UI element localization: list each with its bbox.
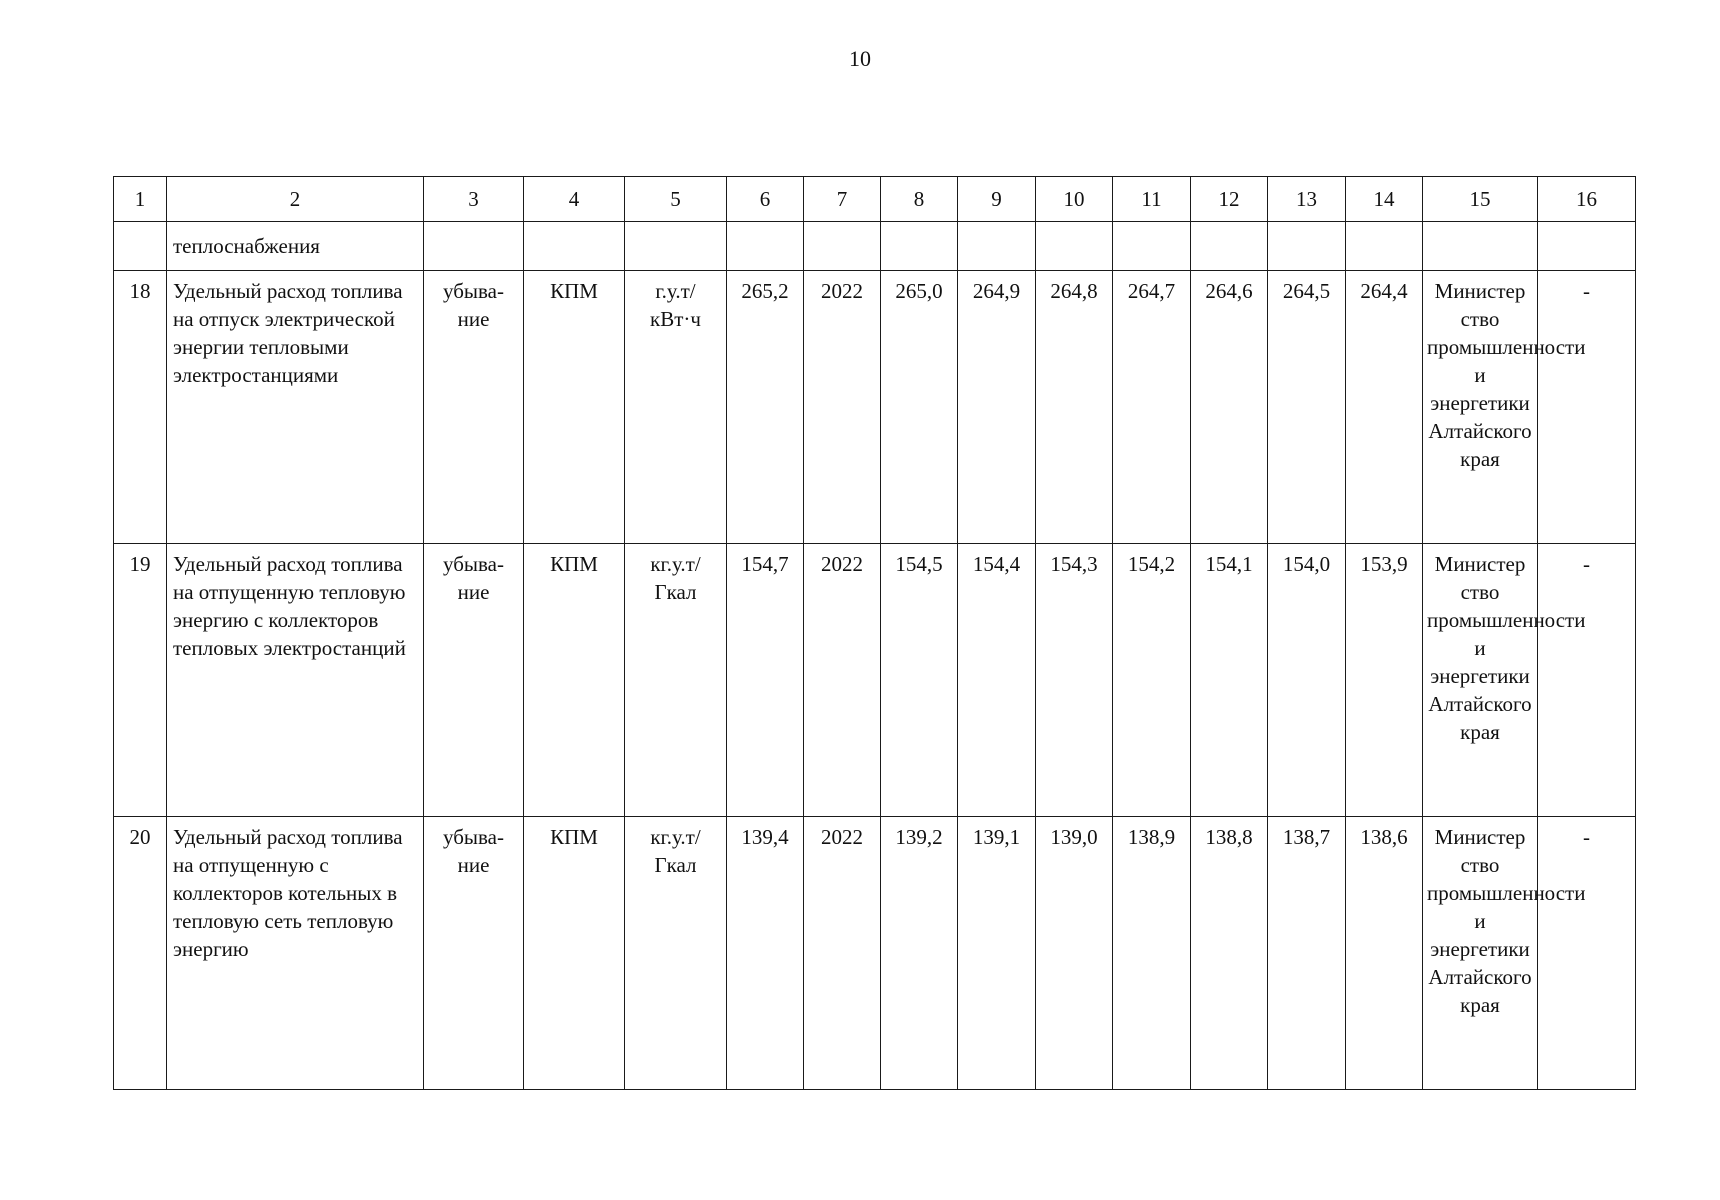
column-number: 16 [1538,177,1636,222]
column-number: 8 [881,177,958,222]
table-cell [114,222,167,271]
column-number: 4 [524,177,625,222]
base-year-cell: 2022 [804,544,881,817]
value-cell: 154,0 [1268,544,1346,817]
continuation-text: теплоснабжения [167,222,424,271]
column-number: 2 [167,177,424,222]
value-cell: 138,9 [1113,817,1191,1090]
value-cell: 264,7 [1113,271,1191,544]
responsible-org: Министер ство промышленности и энергетики Алтайского края [1427,279,1586,471]
value-cell: 154,2 [1113,544,1191,817]
type-cell: КПМ [524,271,625,544]
column-number: 3 [424,177,524,222]
table-row [114,544,1636,817]
responsible-org: Министер ство промышленности и энергетики Алтайского края [1427,825,1586,1017]
indicator-name: Удельный расход топлива на отпущенную с коллекторов котельных в тепловую сеть тепловую энергию [167,817,424,1090]
base-value-cell: 139,4 [727,817,804,1090]
column-number: 10 [1036,177,1113,222]
indicator-name: Удельный расход топлива на отпуск электрической энергии тепловыми электростанциями [167,271,424,544]
column-number: 7 [804,177,881,222]
value-cell: 154,4 [958,544,1036,817]
note-cell: - [1538,271,1636,544]
value-cell: 138,7 [1268,817,1346,1090]
column-number: 12 [1191,177,1268,222]
value-cell: 264,8 [1036,271,1113,544]
page-number: 10 [849,46,871,71]
column-number: 14 [1346,177,1423,222]
table-cell [881,222,958,271]
unit-cell: кг.у.т/ Гкал [625,817,727,1090]
unit-cell: кг.у.т/ Гкал [625,544,727,817]
value-cell: 154,1 [1191,544,1268,817]
base-year-cell: 2022 [804,817,881,1090]
row-number: 18 [114,271,167,544]
base-value-cell: 154,7 [727,544,804,817]
type-cell: КПМ [524,817,625,1090]
table-cell [958,222,1036,271]
table-cell [1346,222,1423,271]
column-number: 5 [625,177,727,222]
table-cell [1268,222,1346,271]
responsible-org: Министер ство промышленности и энергетики Алтайского края [1427,552,1586,744]
value-cell: 264,9 [958,271,1036,544]
value-cell: 154,3 [1036,544,1113,817]
base-value-cell: 265,2 [727,271,804,544]
row-number: 19 [114,544,167,817]
note-cell: - [1538,544,1636,817]
value-cell: 139,2 [881,817,958,1090]
column-number: 15 [1423,177,1538,222]
table-cell [804,222,881,271]
responsible-org-cell [1423,817,1586,1090]
column-number: 11 [1113,177,1191,222]
table-cell [1036,222,1113,271]
table-row [114,271,1636,544]
column-number: 9 [958,177,1036,222]
indicators-table [113,176,1636,1090]
value-cell: 139,0 [1036,817,1113,1090]
indicator-name: Удельный расход топлива на отпущенную тепловую энергию с коллекторов тепловых электростанций [167,544,424,817]
continuation-row [114,222,1636,271]
row-number: 20 [114,817,167,1090]
value-cell: 138,8 [1191,817,1268,1090]
note-cell: - [1538,817,1636,1090]
trend-cell: убыва-ние [424,817,524,1090]
header-row [114,177,1636,222]
table-row [114,817,1636,1090]
table-cell [524,222,625,271]
value-cell: 264,5 [1268,271,1346,544]
responsible-org-cell [1423,271,1586,544]
table-cell [727,222,804,271]
value-cell: 264,4 [1346,271,1423,544]
table-cell [625,222,727,271]
base-year-cell: 2022 [804,271,881,544]
trend-cell: убыва-ние [424,271,524,544]
value-cell: 138,6 [1346,817,1423,1090]
table-cell [1113,222,1191,271]
value-cell: 264,6 [1191,271,1268,544]
responsible-org-cell [1423,544,1586,817]
type-cell: КПМ [524,544,625,817]
table-cell [1538,222,1636,271]
column-number: 13 [1268,177,1346,222]
value-cell: 139,1 [958,817,1036,1090]
column-number: 6 [727,177,804,222]
column-number: 1 [114,177,167,222]
table-cell [1191,222,1268,271]
table-cell [1423,222,1538,271]
value-cell: 153,9 [1346,544,1423,817]
value-cell: 265,0 [881,271,958,544]
value-cell: 154,5 [881,544,958,817]
trend-cell: убыва-ние [424,544,524,817]
unit-cell: г.у.т/ кВт·ч [625,271,727,544]
table-cell [424,222,524,271]
